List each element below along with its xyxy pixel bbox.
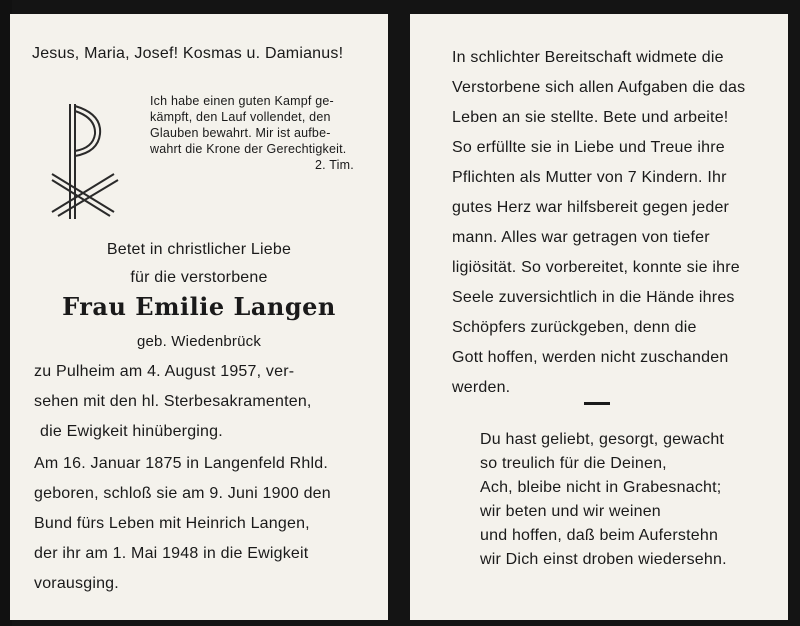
paragraph-line: Pflichten als Mutter von 7 Kindern. Ihr	[452, 169, 727, 186]
paragraph-line: Gott hoffen, werden nicht zuschanden	[452, 349, 729, 366]
bio-line: geboren, schloß sie am 9. Juni 1900 den	[34, 485, 331, 502]
maiden-name: geb. Wiedenbrück	[136, 333, 262, 350]
section-divider	[584, 402, 610, 405]
paragraph-line: werden.	[452, 379, 511, 396]
poem-line: wir beten und wir weinen	[480, 503, 661, 520]
paragraph-line: Schöpfers zurückgeben, denn die	[452, 319, 697, 336]
bio-line: der ihr am 1. Mai 1948 in die Ewigkeit	[34, 545, 309, 562]
chi-rho-icon	[50, 94, 120, 224]
quote-reference: 2. Tim.	[315, 158, 354, 172]
left-page	[10, 14, 388, 620]
paragraph-line: Verstorbene sich allen Aufgaben die das	[452, 79, 746, 96]
poem-line: Ach, bleibe nicht in Grabesnacht;	[480, 479, 722, 496]
bio-line: sehen mit den hl. Sterbesakramenten,	[34, 393, 312, 410]
quote-line: kämpft, den Lauf vollendet, den	[150, 110, 331, 124]
deceased-name: Frau Emilie Langen	[62, 292, 336, 321]
paragraph-line: Leben an sie stellte. Bete und arbeite!	[452, 109, 729, 126]
quote-line: Glauben bewahrt. Mir ist aufbe-	[150, 126, 331, 140]
bio-line: Am 16. Januar 1875 in Langenfeld Rhld.	[34, 455, 329, 472]
paragraph-line: So erfüllte sie in Liebe und Treue ihre	[452, 139, 725, 156]
quote-line: Ich habe einen guten Kampf ge-	[150, 94, 334, 108]
paragraph-line: Seele zuversichtlich in die Hände ihres	[452, 289, 735, 306]
quote-line: wahrt die Krone der Gerechtigkeit.	[150, 142, 347, 156]
invocation: Jesus, Maria, Josef! Kosmas u. Damianus!	[32, 45, 344, 62]
bio-line: Bund fürs Leben mit Heinrich Langen,	[34, 515, 310, 532]
bio-line: vorausging.	[34, 575, 119, 592]
poem-line: wir Dich einst droben wiedersehn.	[480, 551, 727, 568]
bio-line: die Ewigkeit hinüberging.	[40, 423, 223, 440]
paragraph-line: ligiösität. So vorbereitet, konnte sie ihre	[452, 259, 740, 276]
poem-line: so treulich für die Deinen,	[480, 455, 667, 472]
poem-line: Du hast geliebt, gesorgt, gewacht	[480, 431, 725, 448]
poem-line: und hoffen, daß beim Auferstehn	[480, 527, 719, 544]
paragraph-line: gutes Herz war hilfsbereit gegen jeder	[452, 199, 730, 216]
right-page	[410, 14, 788, 620]
bio-line: zu Pulheim am 4. August 1957, ver-	[34, 363, 295, 380]
paragraph-line: In schlichter Bereitschaft widmete die	[452, 49, 724, 66]
paragraph-line: mann. Alles war getragen von tiefer	[452, 229, 710, 246]
prayer-line: Betet in christlicher Liebe	[106, 241, 292, 258]
prayer-line: für die verstorbene	[130, 269, 268, 286]
